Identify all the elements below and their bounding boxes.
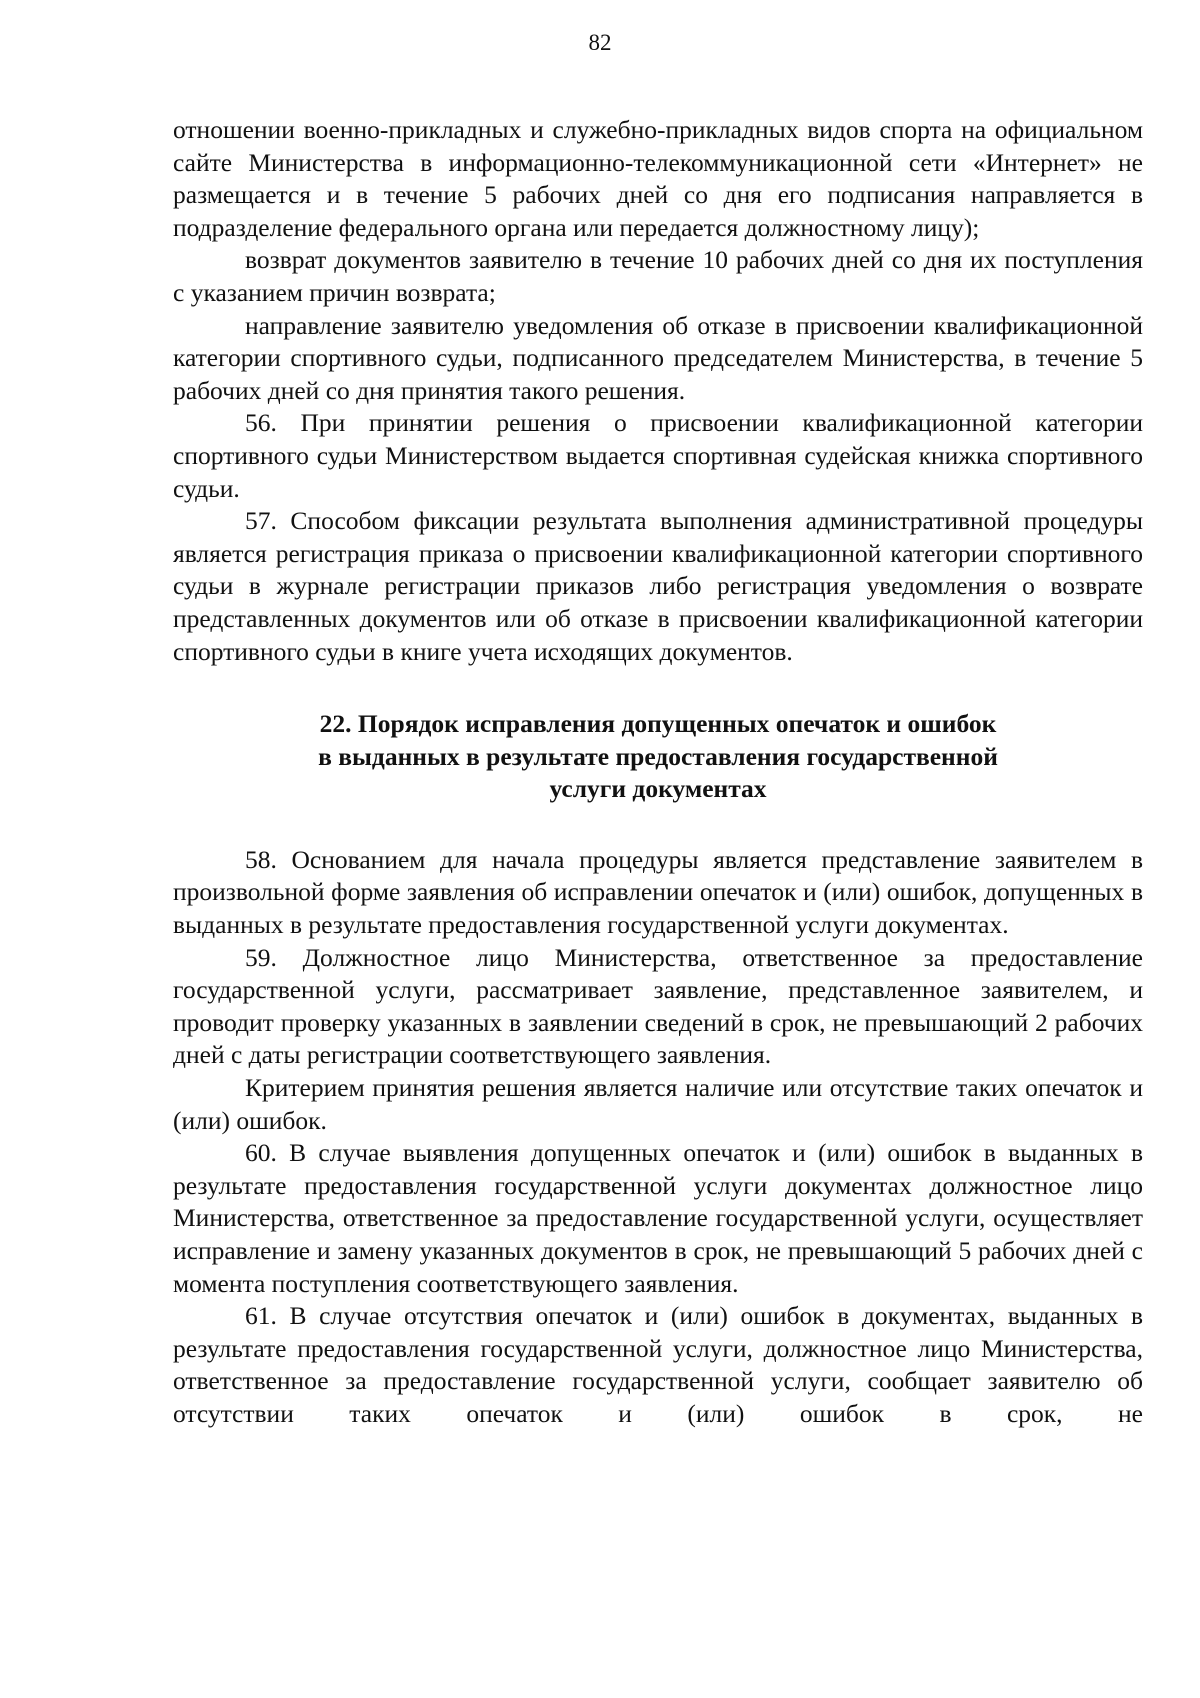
paragraph: 56. При принятии решения о присвоении квалификационной категории спортивного судьи Министерством выдается спортивная судейская книжка спортивного судьи. [173, 408, 1143, 503]
section-heading [173, 708, 1143, 806]
paragraph: 57. Способом фиксации результата выполнения административной процедуры является регистрация приказа о присвоении квалификационной категории спортивного судьи в журнале регистрации приказов либо регистрация уведомления о возврате представленных документов или об отказе в присвоении квалификационной категории спортивного судьи в книге учета исходящих документов. [173, 506, 1143, 666]
section-heading-line: 22. Порядок исправления допущенных опечаток и ошибок [319, 709, 997, 739]
paragraph: 58. Основанием для начала процедуры является представление заявителем в произвольной форме заявления об исправлении опечаток и (или) ошибок, допущенных в выданных в результате предоставления государственной услуги документах. [173, 844, 1143, 940]
paragraph: возврат документов заявителю в течение 10 рабочих дней со дня их поступления с указанием причин возврата; [173, 245, 1143, 307]
section-heading-line: в выданных в результате предоставления государственной [318, 741, 998, 771]
paragraphs-after-heading [173, 844, 1143, 1431]
paragraphs-before-heading [173, 114, 1143, 668]
paragraph: отношении военно-прикладных и служебно-прикладных видов спорта на официальном сайте Министерства в информационно-телекоммуникационной сети «Интернет» не размещается и в течение 5 рабочих дней со дня его подписания направляется в подразделение федерального органа или передается должностному лицу); [173, 115, 1143, 242]
paragraph: 60. В случае выявления допущенных опечаток и (или) ошибок в выданных в результате предоставления государственной услуги документах должностное лицо Министерства, ответственное за предоставление государственной услуги, осуществляет исправление и замену указанных документов в срок, не превышающий 5 рабочих дней с момента поступления соответствующего заявления. [173, 1138, 1143, 1298]
paragraph: направление заявителю уведомления об отказе в присвоении квалификационной категории спортивного судьи, подписанного председателем Министерства, в течение 5 рабочих дней со дня принятия такого решения. [173, 310, 1143, 405]
paragraph: 61. В случае отсутствия опечаток и (или) ошибок в документах, выданных в результате предоставления государственной услуги, должностное лицо Министерства, ответственное за предоставление государственной услуги, сообщает заявителю об отсутствии таких опечаток и (или) ошибок в срок, не [173, 1301, 1143, 1428]
page-number: 82 [588, 30, 612, 55]
paragraph: 59. Должностное лицо Министерства, ответственное за предоставление государственной услуги, рассматривает заявление, представленное заявителем, и проводит проверку указанных в заявлении сведений в срок, не превышающий 2 рабочих дней с даты регистрации соответствующего заявления. [173, 942, 1143, 1070]
paragraph: Критерием принятия решения является наличие или отсутствие таких опечаток и (или) ошибок. [173, 1073, 1143, 1135]
section-heading-line: услуги документах [549, 774, 767, 804]
document-body [173, 114, 1143, 1431]
